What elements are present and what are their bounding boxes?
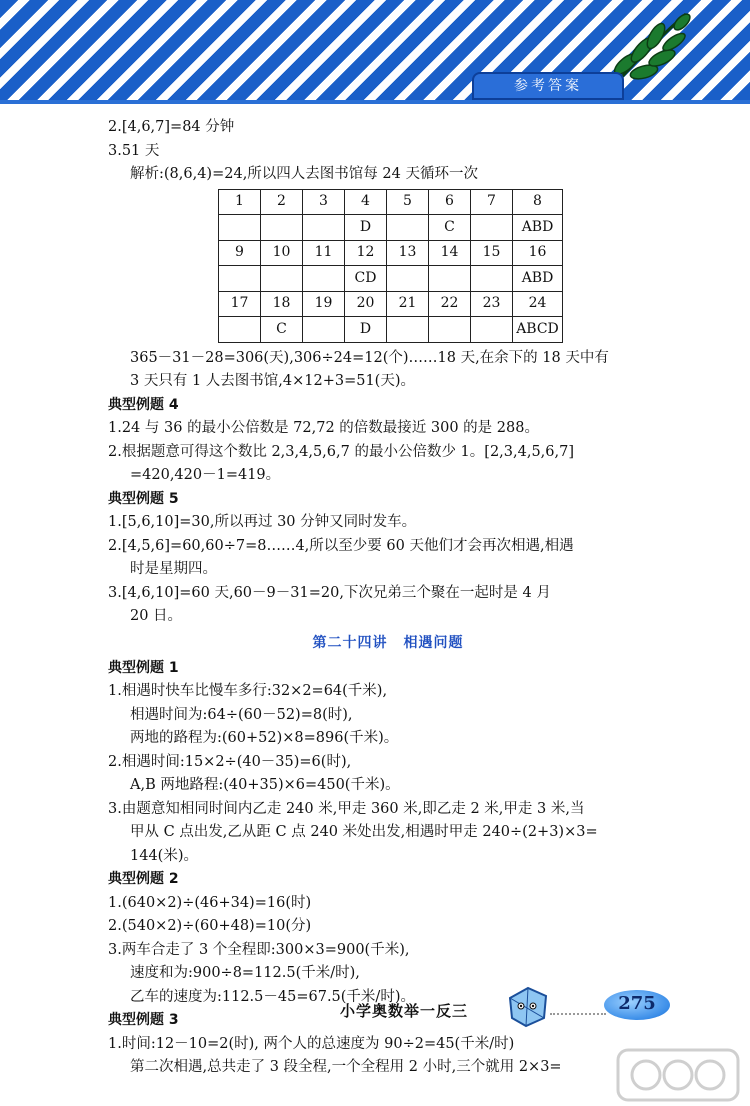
table-cell: 21 [387,291,429,317]
answer-content [108,116,668,1080]
answer-line: 1.[5,6,10]=30,所以再过 30 分钟又同时发车。 [108,514,417,530]
table-cell: 3 [303,189,345,215]
answer-line: 3 天只有 1 人去图书馆,4×12+3=51(天)。 [130,373,416,389]
answer-line: 1.24 与 36 的最小公倍数是 72,72 的倍数最接近 300 的是 288。 [108,420,539,436]
answer-line: 时是星期四。 [130,561,217,577]
answer-line: 乙车的速度为:112.5－45=67.5(千米/时)。 [130,988,415,1005]
analysis-line: 解析:(8,6,4)=24,所以四人去图书馆每 24 天循环一次 [130,166,478,182]
table-cell: C [261,317,303,343]
answer-line: 1.(640×2)÷(46+34)=16(时) [108,894,312,911]
table-cell: 2 [261,189,303,215]
table-cell: D [345,317,387,343]
mascot-icon [504,984,550,1028]
table-cell: 11 [303,240,345,266]
table-cell: 6 [429,189,471,215]
answer-line: 2.(540×2)÷(60+48)=10(分) [108,918,312,934]
table-cell: 14 [429,240,471,266]
lecture-number: 第二十四讲 [312,634,388,651]
table-cell [429,266,471,292]
answer-line: 2.[4,6,7]=84 分钟 [108,119,235,135]
book-title: 小学奥数举一反三 [340,1002,469,1020]
table-cell [387,215,429,241]
table-cell: 20 [345,291,387,317]
table-cell [303,317,345,343]
answer-line: 相遇时间为:64÷(60－52)=8(时), [130,706,353,723]
table-cell: 24 [513,291,563,317]
answer-line: 甲从 C 点出发,乙从距 C 点 240 米处出发,相遇时甲走 240÷(2+3)×3= [130,824,598,840]
table-cell [387,266,429,292]
answer-line: 3.两车合走了 3 个全程即:300×3=900(千米), [108,941,410,958]
answer-line: A,B 两地路程:(40+35)×6=450(千米)。 [130,777,400,793]
answer-line: 20 日。 [130,608,183,624]
table-cell [219,266,261,292]
table-cell: ABD [513,215,563,241]
example-heading-5: 典型例题 5 [108,490,179,507]
table-cell: 23 [471,291,513,317]
table-cell: CD [345,266,387,292]
answer-line: 365－31－28=306(天),306÷24=12(个)……18 天,在余下的 18 天中有 [130,349,609,366]
lecture-title [108,629,668,657]
header-banner [0,0,750,104]
table-cell: 16 [513,240,563,266]
answer-line: 1.相遇时快车比慢车多行:32×2=64(千米), [108,683,388,699]
table-cell [471,317,513,343]
table-row [219,317,563,343]
table-cell: 7 [471,189,513,215]
table-cell: 15 [471,240,513,266]
table-cell [471,215,513,241]
table-cell [471,266,513,292]
answer-line: 3.[4,6,10]=60 天,60－9－31=20,下次兄弟三个聚在一起时是 4 月 [108,584,551,601]
table-cell: 19 [303,291,345,317]
example-heading-1: 典型例题 1 [108,659,179,676]
table-cell [303,215,345,241]
answer-line: 1.时间:12－10=2(时), 两个人的总速度为 90÷2=45(千米/时) [108,1035,515,1052]
footer-divider [550,1013,606,1015]
example-heading-2: 典型例题 2 [108,871,179,887]
table-cell: ABD [513,266,563,292]
table-row [219,215,563,241]
table-cell: D [345,215,387,241]
example-heading-4: 典型例题 4 [108,396,179,413]
example-heading-3: 典型例题 3 [108,1012,179,1028]
table-cell: 10 [261,240,303,266]
table-cell: 8 [513,189,563,215]
table-row [219,240,563,266]
table-cell: 13 [387,240,429,266]
table-cell: 17 [219,291,261,317]
table-cell [261,266,303,292]
table-cell: 12 [345,240,387,266]
table-cell [429,317,471,343]
table-row [219,189,563,215]
answer-line: =420,420－1=419。 [130,467,281,483]
table-cell: 18 [261,291,303,317]
answer-line: 两地的路程为:(60+52)×8=896(千米)。 [130,730,399,746]
answer-line: 2.[4,5,6]=60,60÷7=8……4,所以至少要 60 天他们才会再次相遇,相遇 [108,537,574,554]
watermark-logo-icon [616,1048,740,1102]
table-cell: 22 [429,291,471,317]
table-cell [219,215,261,241]
page-number: 275 [618,993,656,1014]
answer-line: 2.根据题意可得这个数比 2,3,4,5,6,7 的最小公倍数少 1。[2,3,4,5,6,7] [108,443,574,460]
table-cell: 1 [219,189,261,215]
table-cell [303,266,345,292]
table-cell [261,215,303,241]
table-cell: C [429,215,471,241]
table-row [219,291,563,317]
table-cell: 5 [387,189,429,215]
answer-key-tab: 参考答案 [472,72,624,100]
answer-line: 144(米)。 [130,847,198,864]
library-visit-table [218,189,563,343]
answer-line: 3.51 天 [108,142,160,159]
answer-line: 3.由题意知相同时间内乙走 240 米,甲走 360 米,即乙走 2 米,甲走 3 米,当 [108,800,585,817]
table-cell [219,317,261,343]
table-cell: 9 [219,240,261,266]
answer-line: 2.相遇时间:15×2÷(40－35)=6(时), [108,753,352,770]
table-cell [387,317,429,343]
table-cell: 4 [345,189,387,215]
table-cell: ABCD [513,317,563,343]
answer-line: 速度和为:900÷8=112.5(千米/时), [130,965,360,981]
table-row [219,266,563,292]
answer-line: 第二次相遇,总共走了 3 段全程,一个全程用 2 小时,三个就用 2×3= [130,1059,562,1075]
lecture-topic: 相遇问题 [403,634,464,651]
